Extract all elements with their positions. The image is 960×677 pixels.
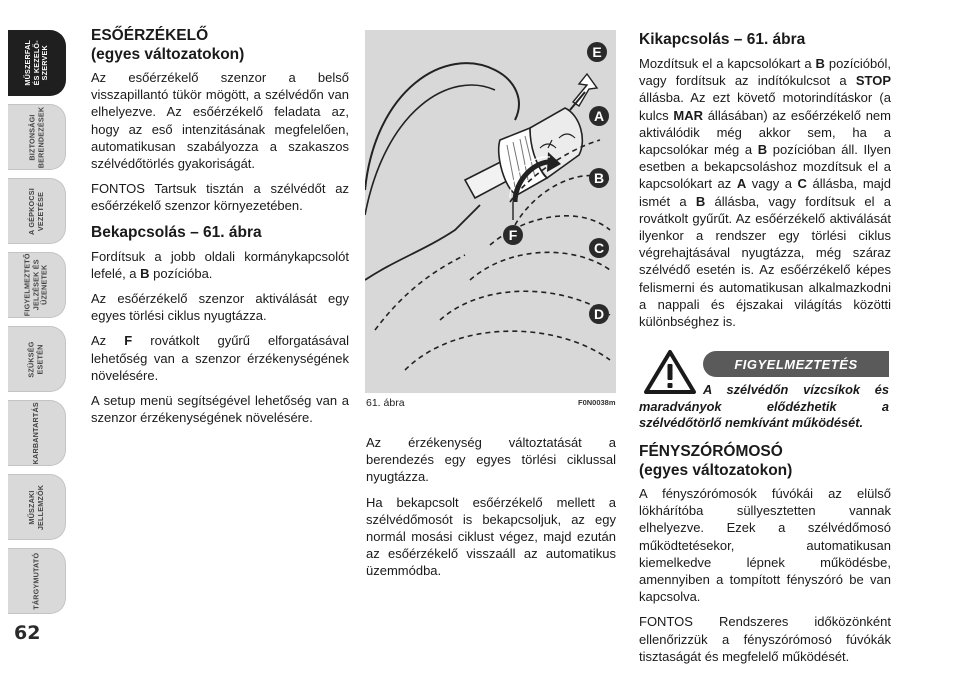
figure-61	[365, 30, 616, 393]
column-sensitivity	[366, 434, 616, 588]
tab-label: A GÉPKOCSI VEZETÉSE	[27, 187, 45, 235]
paragraph: Fordítsuk a jobb oldali kormánykapcsolót lefelé, a B pozícióba.	[91, 248, 349, 281]
paragraph: A setup menü segítségével lehetőség van a szenzor érzékenységének növelésére.	[91, 393, 349, 426]
column-deactivation	[639, 30, 891, 338]
paragraph: Mozdítsuk el a kapcsolókart a B pozícióból, vagy fordítsuk az indítókulcsot a STOP állásba. Az ezt követő motorindításkor (a kulcs MAR állásában) az esőérzékelő nem aktiválódik még akkor sem, ha a kapcsolókar még a B pozícióban áll. Ilyen esetben a bekapcsoláshoz mozdítsuk el a kapcsolókart az A vagy a C állásba, majd ismét a B állásba, vagy fordítsuk el a rovátkolt gyűrűt. Az esőérzékelő aktiválását ilyenkor a rendszer egy törlési ciklus végrehajtásával nyugtázza, még száraz szélvédő esetén is. Az esőérzékelő képes felismerni és automatikusan alkalmazkodni a nappali és éjszakai világítás közötti különbséghez is.	[639, 56, 892, 330]
section-subtitle: (egyes változatokon)	[639, 462, 793, 479]
svg-text:E: E	[592, 44, 602, 60]
tab-label: SZÜKSÉG ESETÉN	[27, 340, 45, 378]
tab-karbantartas[interactable]	[8, 400, 66, 466]
subsection-heading: Kikapcsolás – 61. ábra	[639, 31, 806, 48]
label-D	[589, 304, 609, 324]
tab-label: BIZTONSÁGI BERENDEZÉSEK	[27, 106, 45, 168]
svg-text:B: B	[593, 170, 605, 186]
column-headlamp-washer	[639, 442, 891, 673]
paragraph: Az esőérzékelő szenzor a belső visszapillantó tükör mögött, a szélvédőn van elhelyezve. Az esőérzékelő feladata az, hogy az eső intenzitásának megfelelően, automatikusan szabályozza a szakaszos szélvédőtörlés gyakoriságát.	[91, 70, 349, 172]
section-title: ESŐÉRZÉKELŐ	[91, 27, 209, 44]
label-C	[589, 238, 609, 258]
tab-targymutato[interactable]	[8, 548, 66, 614]
label-A	[589, 106, 609, 126]
svg-text:C: C	[593, 240, 605, 256]
tab-label: KARBANTARTÁS	[31, 401, 41, 465]
steering-lever-illustration	[365, 30, 616, 393]
tab-muszerfal[interactable]	[8, 30, 66, 96]
svg-text:D: D	[593, 306, 605, 322]
tab-figyelmezteto[interactable]	[8, 252, 66, 318]
arrow-up-icon	[570, 74, 597, 110]
tab-biztonsagi[interactable]	[8, 104, 66, 170]
page-number: 62	[14, 622, 41, 644]
paragraph: Az esőérzékelő szenzor aktiválását egy egyes törlési ciklus nyugtázza.	[91, 291, 349, 324]
column-rain-sensor	[91, 26, 349, 434]
section-title: FÉNYSZÓRÓMOSÓ	[639, 443, 783, 460]
section-subtitle: (egyes változatokon)	[91, 46, 245, 63]
tab-label: MŰSZAKI JELLEMZŐK	[26, 484, 45, 530]
svg-text:F: F	[508, 227, 518, 243]
paragraph: Az érzékenység változtatását a berendezés egy egyes törlési ciklussal nyugtázza.	[366, 435, 616, 485]
tab-gepkocsi-vezetese[interactable]	[8, 178, 66, 244]
tab-label: MŰSZERFAL ÉS KEZELŐ- SZERVEK	[22, 40, 49, 86]
paragraph: A fényszórómosók fúvókái az elülső lökhárítóba süllyesztetten vannak elhelyezve. Ezek a szélvédőmosó működtetésekor, automatikusan kiemelkedve lépnek működésbe, amennyiben a tompított fényszóró be van kapcsolva.	[639, 486, 891, 605]
paragraph: Az F rovátkolt gyűrű elforgatásával lehetőség van a szenzor érzékenységének növelésére.	[91, 333, 349, 383]
warning-title: FIGYELMEZTETÉS	[703, 351, 889, 377]
tab-muszaki-jellemzok[interactable]	[8, 474, 66, 540]
tab-szukseg-eseten[interactable]	[8, 326, 66, 392]
tab-label: FIGYELMEZTETŐ JELZÉSEK ÉS ÜZENETEK	[22, 253, 49, 317]
label-E	[587, 42, 607, 62]
label-F	[503, 225, 523, 245]
tab-label: TÁRGYMUTATÓ	[31, 552, 41, 610]
paragraph: Ha bekapcsolt esőérzékelő mellett a szélvédőmosót is bekapcsoljuk, az egy normál mosási ciklust végez, majd ezután az esőérzékelő visszaáll az automatikus üzemmódba.	[366, 494, 616, 579]
subsection-heading: Bekapcsolás – 61. ábra	[91, 223, 262, 241]
paragraph: FONTOS Rendszeres időközönként ellenőrizzük a fényszórómosó fúvókák tisztaságát és megfelelő működését.	[639, 614, 891, 664]
paragraph: FONTOS Tartsuk tisztán a szélvédőt az esőérzékelő szenzor környezetében.	[91, 181, 349, 214]
warning-box	[639, 345, 891, 439]
svg-text:A: A	[593, 108, 605, 124]
label-B	[589, 168, 609, 188]
figure-caption: 61. ábra	[366, 397, 405, 409]
figure-code: F0N0038m	[578, 398, 616, 407]
warning-text: A szélvédőn vízcsíkok és maradványok elődézhetik a szélvédőtörlő nemkívánt működését.	[639, 382, 889, 430]
